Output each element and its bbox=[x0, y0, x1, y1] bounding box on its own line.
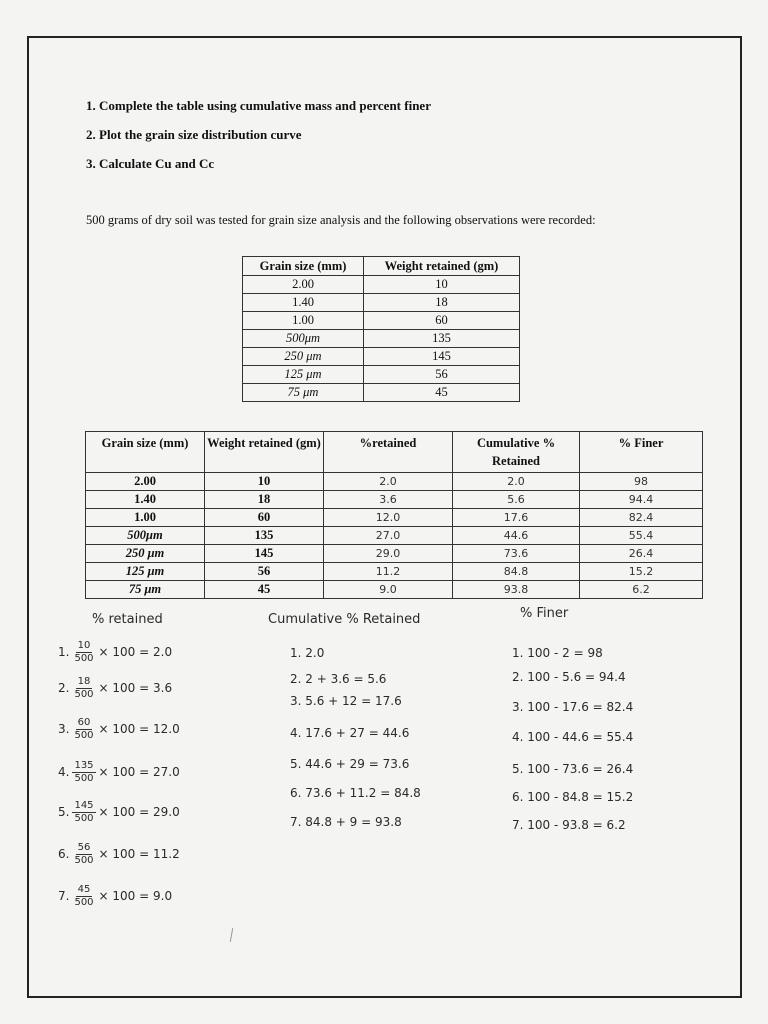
numerator: 10 bbox=[77, 640, 91, 651]
table-row bbox=[243, 294, 520, 312]
table-row bbox=[86, 581, 703, 599]
step-number: 7. bbox=[58, 889, 70, 903]
finer-calc-line: 4. 100 - 44.6 = 55.4 bbox=[512, 730, 634, 744]
result: × 100 = 9.0 bbox=[98, 889, 173, 903]
numerator: 56 bbox=[77, 842, 91, 853]
grain-size-cell: 1.40 bbox=[243, 294, 364, 312]
percent-retained-cell: 27.0 bbox=[324, 527, 453, 545]
table-row bbox=[86, 491, 703, 509]
numerator: 145 bbox=[74, 800, 94, 811]
step-number: 2. bbox=[58, 681, 70, 695]
results-table bbox=[85, 431, 703, 599]
grain-size-cell: 75 μm bbox=[243, 384, 364, 402]
percent-finer-cell: 98 bbox=[580, 473, 703, 491]
grain-size-cell: 1.00 bbox=[243, 312, 364, 330]
cumulative-calc-line: 3. 5.6 + 12 = 17.6 bbox=[290, 694, 402, 708]
cumulative-calc-line: 1. 2.0 bbox=[290, 646, 325, 660]
column-header-percent-retained: %retained bbox=[324, 432, 453, 473]
step-number: 5. bbox=[58, 805, 70, 819]
cumulative-retained-cell: 73.6 bbox=[453, 545, 580, 563]
question-1: 1. Complete the table using cumulative mass and percent finer bbox=[86, 98, 431, 113]
fraction bbox=[72, 884, 95, 909]
intro-text: 500 grams of dry soil was tested for grain size analysis and the following observations were recorded: bbox=[86, 213, 596, 227]
fraction bbox=[72, 717, 95, 742]
table-row bbox=[243, 312, 520, 330]
fraction bbox=[72, 760, 95, 785]
table-row bbox=[243, 276, 520, 294]
table-row bbox=[86, 563, 703, 581]
cumulative-calc-line: 2. 2 + 3.6 = 5.6 bbox=[290, 672, 387, 686]
table-row bbox=[243, 384, 520, 402]
denominator: 500 bbox=[74, 855, 94, 866]
cumulative-retained-cell: 2.0 bbox=[453, 473, 580, 491]
column-header-grain-size: Grain size (mm) bbox=[243, 257, 364, 276]
denominator: 500 bbox=[74, 813, 94, 824]
cumulative-retained-cell: 84.8 bbox=[453, 563, 580, 581]
denominator: 500 bbox=[74, 689, 94, 700]
fraction bbox=[72, 676, 95, 701]
step-number: 4. bbox=[58, 765, 70, 779]
retained-calc-line bbox=[58, 676, 172, 701]
weight-retained-cell: 45 bbox=[364, 384, 520, 402]
fraction bbox=[72, 842, 95, 867]
percent-finer-cell: 94.4 bbox=[580, 491, 703, 509]
weight-retained-cell: 60 bbox=[205, 509, 324, 527]
cumulative-calc-line: 5. 44.6 + 29 = 73.6 bbox=[290, 757, 410, 771]
retained-calc-line bbox=[58, 717, 180, 742]
table-row bbox=[86, 545, 703, 563]
finer-calc-line: 7. 100 - 93.8 = 6.2 bbox=[512, 818, 626, 832]
table-row bbox=[243, 330, 520, 348]
weight-retained-cell: 18 bbox=[205, 491, 324, 509]
grain-size-cell: 125 μm bbox=[243, 366, 364, 384]
column-header-grain-size: Grain size (mm) bbox=[86, 432, 205, 473]
cumulative-retained-cell: 44.6 bbox=[453, 527, 580, 545]
step-number: 1. bbox=[58, 645, 70, 659]
numerator: 60 bbox=[77, 717, 91, 728]
column-header-weight-retained: Weight retained (gm) bbox=[364, 257, 520, 276]
observations-table bbox=[242, 256, 520, 402]
retained-calc-line bbox=[58, 884, 172, 909]
percent-retained-cell: 29.0 bbox=[324, 545, 453, 563]
finer-work-title: % Finer bbox=[520, 606, 569, 621]
denominator: 500 bbox=[74, 773, 94, 784]
column-header-percent-finer: % Finer bbox=[580, 432, 703, 473]
weight-retained-cell: 18 bbox=[364, 294, 520, 312]
retained-calc-line bbox=[58, 800, 180, 825]
fraction bbox=[72, 800, 95, 825]
percent-finer-cell: 26.4 bbox=[580, 545, 703, 563]
weight-retained-cell: 45 bbox=[205, 581, 324, 599]
question-2: 2. Plot the grain size distribution curve bbox=[86, 127, 302, 142]
table-header-row bbox=[243, 257, 520, 276]
retained-work-title: % retained bbox=[92, 612, 163, 627]
percent-finer-cell: 15.2 bbox=[580, 563, 703, 581]
denominator: 500 bbox=[74, 730, 94, 741]
column-header-weight-retained: Weight retained (gm) bbox=[205, 432, 324, 473]
column-header-cumulative-retained: Cumulative % Retained bbox=[453, 432, 580, 473]
denominator: 500 bbox=[74, 897, 94, 908]
table-row bbox=[86, 473, 703, 491]
percent-finer-cell: 6.2 bbox=[580, 581, 703, 599]
table-row bbox=[243, 348, 520, 366]
observations-table-body bbox=[243, 276, 520, 402]
grain-size-cell: 1.00 bbox=[86, 509, 205, 527]
weight-retained-cell: 145 bbox=[364, 348, 520, 366]
grain-size-cell: 1.40 bbox=[86, 491, 205, 509]
result: × 100 = 12.0 bbox=[98, 722, 180, 736]
cumulative-retained-cell: 17.6 bbox=[453, 509, 580, 527]
grain-size-cell: 500μm bbox=[243, 330, 364, 348]
cumulative-calc-line: 7. 84.8 + 9 = 93.8 bbox=[290, 815, 402, 829]
step-number: 3. bbox=[58, 722, 70, 736]
percent-finer-cell: 55.4 bbox=[580, 527, 703, 545]
numerator: 135 bbox=[74, 760, 94, 771]
weight-retained-cell: 135 bbox=[364, 330, 520, 348]
percent-finer-cell: 82.4 bbox=[580, 509, 703, 527]
results-table-body bbox=[86, 473, 703, 599]
retained-calc-line bbox=[58, 640, 172, 665]
finer-calc-line: 1. 100 - 2 = 98 bbox=[512, 646, 603, 660]
percent-retained-cell: 11.2 bbox=[324, 563, 453, 581]
grain-size-cell: 2.00 bbox=[243, 276, 364, 294]
grain-size-cell: 2.00 bbox=[86, 473, 205, 491]
result: × 100 = 3.6 bbox=[98, 681, 173, 695]
table-row bbox=[86, 509, 703, 527]
table-row bbox=[86, 527, 703, 545]
cumulative-work-title: Cumulative % Retained bbox=[268, 612, 421, 627]
grain-size-cell: 500μm bbox=[86, 527, 205, 545]
table-header-row bbox=[86, 432, 703, 473]
weight-retained-cell: 60 bbox=[364, 312, 520, 330]
cumulative-calc-line: 6. 73.6 + 11.2 = 84.8 bbox=[290, 786, 421, 800]
finer-calc-line: 3. 100 - 17.6 = 82.4 bbox=[512, 700, 634, 714]
result: × 100 = 29.0 bbox=[98, 805, 180, 819]
grain-size-cell: 125 μm bbox=[86, 563, 205, 581]
numerator: 18 bbox=[77, 676, 91, 687]
grain-size-cell: 250 μm bbox=[243, 348, 364, 366]
finer-calc-line: 2. 100 - 5.6 = 94.4 bbox=[512, 670, 626, 684]
retained-calc-line bbox=[58, 760, 180, 785]
numerator: 45 bbox=[77, 884, 91, 895]
finer-calc-line: 5. 100 - 73.6 = 26.4 bbox=[512, 762, 634, 776]
cumulative-retained-cell: 5.6 bbox=[453, 491, 580, 509]
weight-retained-cell: 10 bbox=[205, 473, 324, 491]
table-row bbox=[243, 366, 520, 384]
result: × 100 = 11.2 bbox=[98, 847, 180, 861]
percent-retained-cell: 3.6 bbox=[324, 491, 453, 509]
weight-retained-cell: 56 bbox=[364, 366, 520, 384]
percent-retained-cell: 9.0 bbox=[324, 581, 453, 599]
grain-size-cell: 75 μm bbox=[86, 581, 205, 599]
weight-retained-cell: 145 bbox=[205, 545, 324, 563]
step-number: 6. bbox=[58, 847, 70, 861]
percent-retained-cell: 12.0 bbox=[324, 509, 453, 527]
question-3: 3. Calculate Cu and Cc bbox=[86, 156, 215, 171]
weight-retained-cell: 56 bbox=[205, 563, 324, 581]
finer-calc-line: 6. 100 - 84.8 = 15.2 bbox=[512, 790, 634, 804]
percent-retained-cell: 2.0 bbox=[324, 473, 453, 491]
weight-retained-cell: 135 bbox=[205, 527, 324, 545]
result: × 100 = 2.0 bbox=[98, 645, 173, 659]
cumulative-calc-line: 4. 17.6 + 27 = 44.6 bbox=[290, 726, 410, 740]
denominator: 500 bbox=[74, 653, 94, 664]
grain-size-cell: 250 μm bbox=[86, 545, 205, 563]
cumulative-retained-cell: 93.8 bbox=[453, 581, 580, 599]
fraction bbox=[72, 640, 95, 665]
result: × 100 = 27.0 bbox=[98, 765, 180, 779]
retained-calc-line bbox=[58, 842, 180, 867]
weight-retained-cell: 10 bbox=[364, 276, 520, 294]
